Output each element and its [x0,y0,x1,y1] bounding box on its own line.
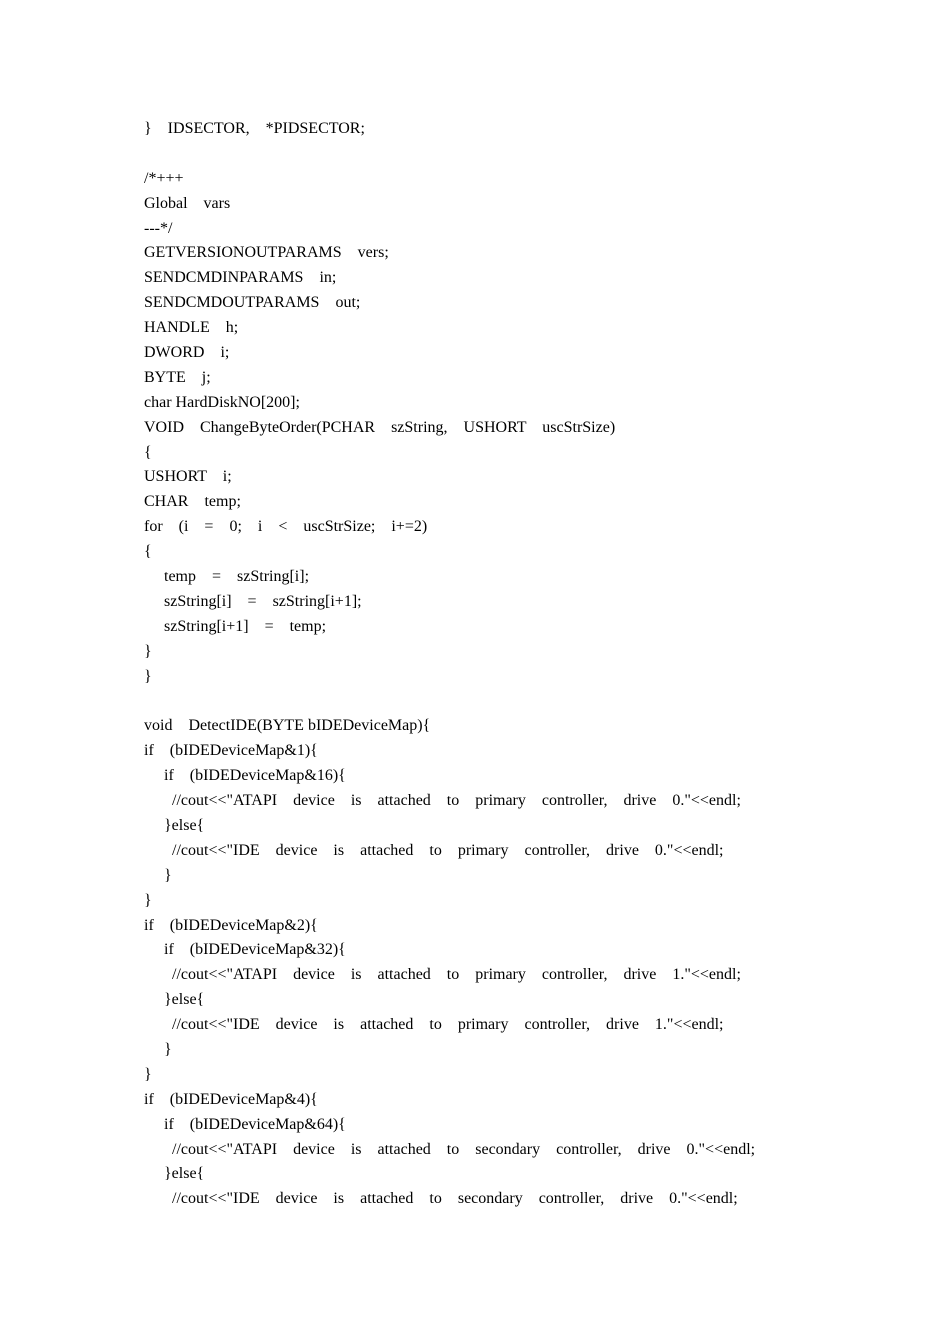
code-line: char HardDiskNO[200]; [144,393,300,411]
code-line: CHAR temp; [144,493,241,511]
code-line: Global vars [144,194,231,212]
code-line: } [144,667,152,685]
code-line: } [144,866,172,884]
code-line: { [144,543,152,561]
code-line: if (bIDEDeviceMap&1){ [144,742,318,760]
code-line: }else{ [144,991,205,1009]
code-line: DWORD i; [144,344,230,362]
code-line: USHORT i; [144,468,232,486]
code-line: //cout<<"ATAPI device is attached to secondary controller, drive 0."<<endl; [144,1140,756,1158]
code-line: if (bIDEDeviceMap&4){ [144,1090,318,1108]
code-line: //cout<<"IDE device is attached to primary controller, drive 0."<<endl; [144,841,724,859]
code-line: VOID ChangeByteOrder(PCHAR szString, USHORT uscStrSize) [144,418,616,436]
code-line: void DetectIDE(BYTE bIDEDeviceMap){ [144,717,431,735]
code-line [144,142,924,167]
code-line: /*+++ [144,169,184,187]
code-line: for (i = 0; i < uscStrSize; i+=2) [144,518,428,536]
code-line: if (bIDEDeviceMap&2){ [144,916,318,934]
code-line: SENDCMDINPARAMS in; [144,269,337,287]
code-line: //cout<<"ATAPI device is attached to primary controller, drive 0."<<endl; [144,792,741,810]
code-line: } [144,1040,172,1058]
code-line: if (bIDEDeviceMap&64){ [144,1115,346,1133]
code-line: //cout<<"IDE device is attached to primary controller, drive 1."<<endl; [144,1016,724,1034]
code-line: } [144,891,152,909]
code-line: temp = szString[i]; [144,568,310,586]
code-line: }else{ [144,816,205,834]
code-line: //cout<<"ATAPI device is attached to primary controller, drive 1."<<endl; [144,966,741,984]
code-line: { [144,443,152,461]
code-line: SENDCMDOUTPARAMS out; [144,294,361,312]
code-line: }else{ [144,1165,205,1183]
code-line: szString[i] = szString[i+1]; [144,592,362,610]
code-line: if (bIDEDeviceMap&16){ [144,767,346,785]
code-line: ---*/ [144,219,173,237]
code-line: GETVERSIONOUTPARAMS vers; [144,244,389,262]
code-line: } [144,1065,152,1083]
code-line: //cout<<"IDE device is attached to secondary controller, drive 0."<<endl; [144,1190,738,1208]
code-line: HANDLE h; [144,319,239,337]
code-line: } [144,642,152,660]
code-listing [144,117,924,1212]
code-line [144,689,924,714]
code-line: szString[i+1] = temp; [144,617,327,635]
code-line: if (bIDEDeviceMap&32){ [144,941,346,959]
code-line: } IDSECTOR, *PIDSECTOR; [144,120,365,137]
code-line: BYTE j; [144,368,211,386]
